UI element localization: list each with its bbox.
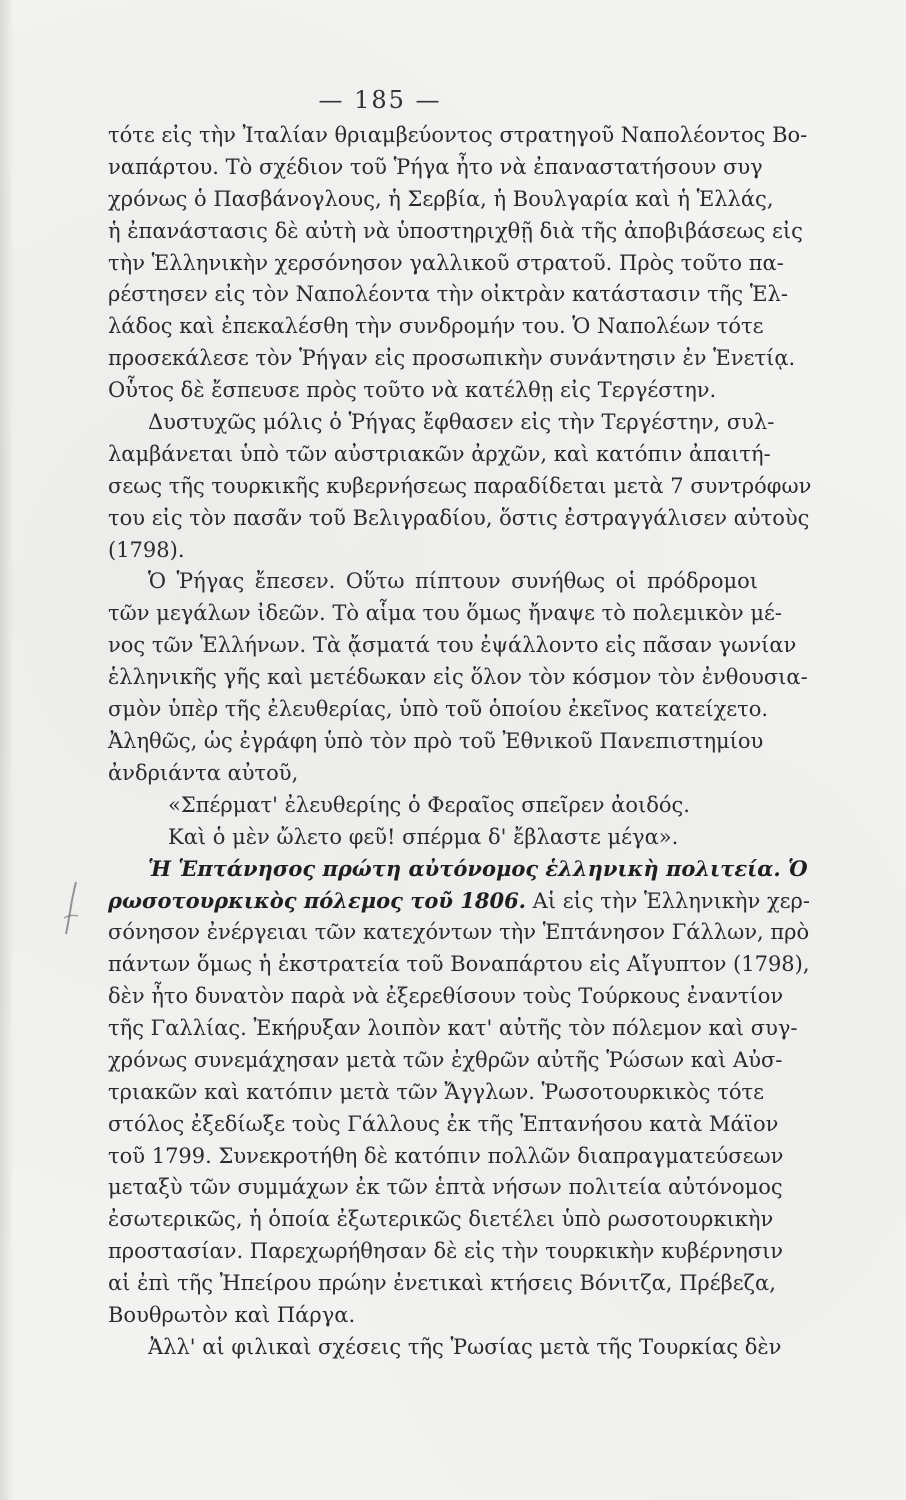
text-line: ἐσωτερικῶς, ἡ ὁποία ἐξωτερικῶς διετέλει ὑπὸ ρωσοτουρκικὴν <box>108 1207 774 1232</box>
text-line: μεταξὺ τῶν συμμάχων ἐκ τῶν ἑπτὰ νήσων πολιτεία αὐτόνομος <box>108 1175 783 1200</box>
text-line: χρόνως ὁ Πασβάνογλους, ἡ Σερβία, ἡ Βουλγαρία καὶ ἡ Ἑλλάς, <box>108 186 774 211</box>
text-line-heading-continuation <box>108 885 811 917</box>
text-line: Δυστυχῶς μόλις ὁ Ῥήγας ἔφθασεν εἰς τὴν Τεργέστην, συλ- <box>148 410 775 435</box>
text-line: λαμβάνεται ὑπὸ τῶν αὐστριακῶν ἀρχῶν, καὶ κατόπιν ἀπαιτή- <box>108 441 771 466</box>
text-line: τριακῶν καὶ κατόπιν μετὰ τῶν Ἄγγλων. Ῥωσοτουρκικὸς τότε <box>108 1079 764 1104</box>
binding-shadow <box>0 0 14 1500</box>
text-line: Βουθρωτὸν καὶ Πάργα. <box>108 1302 356 1327</box>
text-line: Ἀλλ' αἱ φιλικαὶ σχέσεις τῆς Ῥωσίας μετὰ τῆς Τουρκίας δὲν <box>148 1334 782 1359</box>
text-line: τὴν Ἑλληνικὴν χερσόνησον γαλλικοῦ στρατοῦ. Πρὸς τοῦτο πα- <box>108 250 784 275</box>
text-line: τότε εἰς τὴν Ἰταλίαν θριαμβεύοντος στρατηγοῦ Ναπολέοντος Βο- <box>108 123 808 147</box>
text-line: τῶν μεγάλων ἰδεῶν. Τὸ αἷμα του ὅμως ἤναψε τὸ πολεμικὸν μέ- <box>108 601 782 626</box>
text-line: ἀνδριάντα αὐτοῦ, <box>108 760 299 785</box>
text-line: αἱ ἐπὶ τῆς Ἠπείρου πρώην ἐνετικαὶ κτήσεις Βόνιτζα, Πρέβεζα, <box>108 1271 776 1296</box>
text-line: ναπάρτου. Τὸ σχέδιον τοῦ Ῥήγα ἦτο νὰ ἐπαναστατήσουν συγ <box>108 154 763 179</box>
text-line: προστασίαν. Παρεχωρήθησαν δὲ εἰς τὴν τουρκικὴν κυβέρνησιν <box>108 1239 784 1264</box>
text-line: Ἀληθῶς, ὡς ἐγράφη ὑπὸ τὸν πρὸ τοῦ Ἐθνικοῦ Πανεπιστημίου <box>108 728 764 753</box>
text-line: σόνησον ἐνέργειαι τῶν κατεχόντων τὴν Ἑπτάνησον Γάλλων, πρὸ <box>108 920 810 945</box>
text-line: πάντων ὅμως ἡ ἐκστρατεία τοῦ Βοναπάρτου εἰς Αἴγυπτον (1798), <box>108 952 810 977</box>
section-heading: Ἡ Ἑπτάνησος πρώτη αὐτόνομος ἑλληνικὴ πολιτεία. Ὁ <box>148 856 808 882</box>
text-line: νος τῶν Ἑλλήνων. Τὰ ᾄσματά του ἐψάλλοντο εἰς πᾶσαν γωνίαν <box>108 633 797 658</box>
text-line: προσεκάλεσε τὸν Ῥήγαν εἰς προσωπικὴν συνάντησιν ἐν Ἑνετίᾳ. <box>108 346 796 371</box>
body-text <box>108 120 812 1364</box>
text-line: δὲν ἦτο δυνατὸν παρὰ νὰ ἐξερεθίσουν τοὺς Τούρκους ἐναντίον <box>108 984 784 1009</box>
verse-line: Καὶ ὁ μὲν ὤλετο φεῦ! σπέρμα δ' ἔβλαστε μέγα». <box>168 824 679 849</box>
text-line: ρέστησεν εἰς τὸν Ναπολέοντα τὴν οἰκτρὰν κατάστασιν τῆς Ἑλ- <box>108 282 788 307</box>
text-line: τοῦ 1799. Συνεκροτήθη δὲ κατόπιν πολλῶν διαπραγματεύσεων <box>108 1143 784 1168</box>
text-line: τῆς Γαλλίας. Ἐκήρυξαν λοιπὸν κατ' αὐτῆς τὸν πόλεμον καὶ συγ- <box>108 1015 798 1040</box>
text-line: στόλος ἐξεδίωξε τοὺς Γάλλους ἐκ τῆς Ἑπτανήσου κατὰ Μάϊον <box>108 1111 779 1136</box>
text-line: Οὗτος δὲ ἔσπευσε πρὸς τοῦτο νὰ κατέλθῃ εἰς Τεργέστην. <box>108 378 717 403</box>
pencil-annotation-mark <box>58 878 88 938</box>
text-line: σεως τῆς τουρκικῆς κυβερνήσεως παραδίδεται μετὰ 7 συντρόφων <box>108 473 812 498</box>
text-line: (1798). <box>108 537 185 562</box>
text-line: Ὁ Ῥήγας ἔπεσεν. Οὕτω πίπτουν συνήθως οἱ πρόδρομοι <box>148 569 758 594</box>
text-line: του εἰς τὸν πασᾶν τοῦ Βελιγραδίου, ὅστις ἐστραγγάλισεν αὐτοὺς <box>108 505 810 530</box>
page-number: — 185 — <box>318 86 442 114</box>
verse-line: «Σπέρματ' ἐλευθερίης ὁ Φεραῖος σπεῖρεν ἀοιδός. <box>168 792 690 817</box>
text-line: χρόνως συνεμάχησαν μετὰ τῶν ἐχθρῶν αὐτῆς Ῥώσων καὶ Αὐσ- <box>108 1047 783 1072</box>
section-heading-continued: ρωσοτουρκικὸς πόλεμος τοῦ 1806. <box>108 888 526 914</box>
text-line: ἑλληνικῆς γῆς καὶ μετέδωκαν εἰς ὅλον τὸν κόσμον τὸν ἐνθουσια- <box>108 665 808 690</box>
text-line: λάδος καὶ ἐπεκαλέσθη τὴν συνδρομήν του. Ὁ Ναπολέων τότε <box>108 314 764 339</box>
text-line: σμὸν ὑπὲρ τῆς ἐλευθερίας, ὑπὸ τοῦ ὁποίου ἐκεῖνος κατείχετο. <box>108 697 769 722</box>
text-line: ἡ ἐπανάστασις δὲ αὐτὴ νὰ ὑποστηριχθῇ διὰ τῆς ἀποβιβάσεως εἰς <box>108 218 803 243</box>
heading-followup-text: Αἱ εἰς τὴν Ἑλληνικὴν χερ- <box>526 889 811 914</box>
